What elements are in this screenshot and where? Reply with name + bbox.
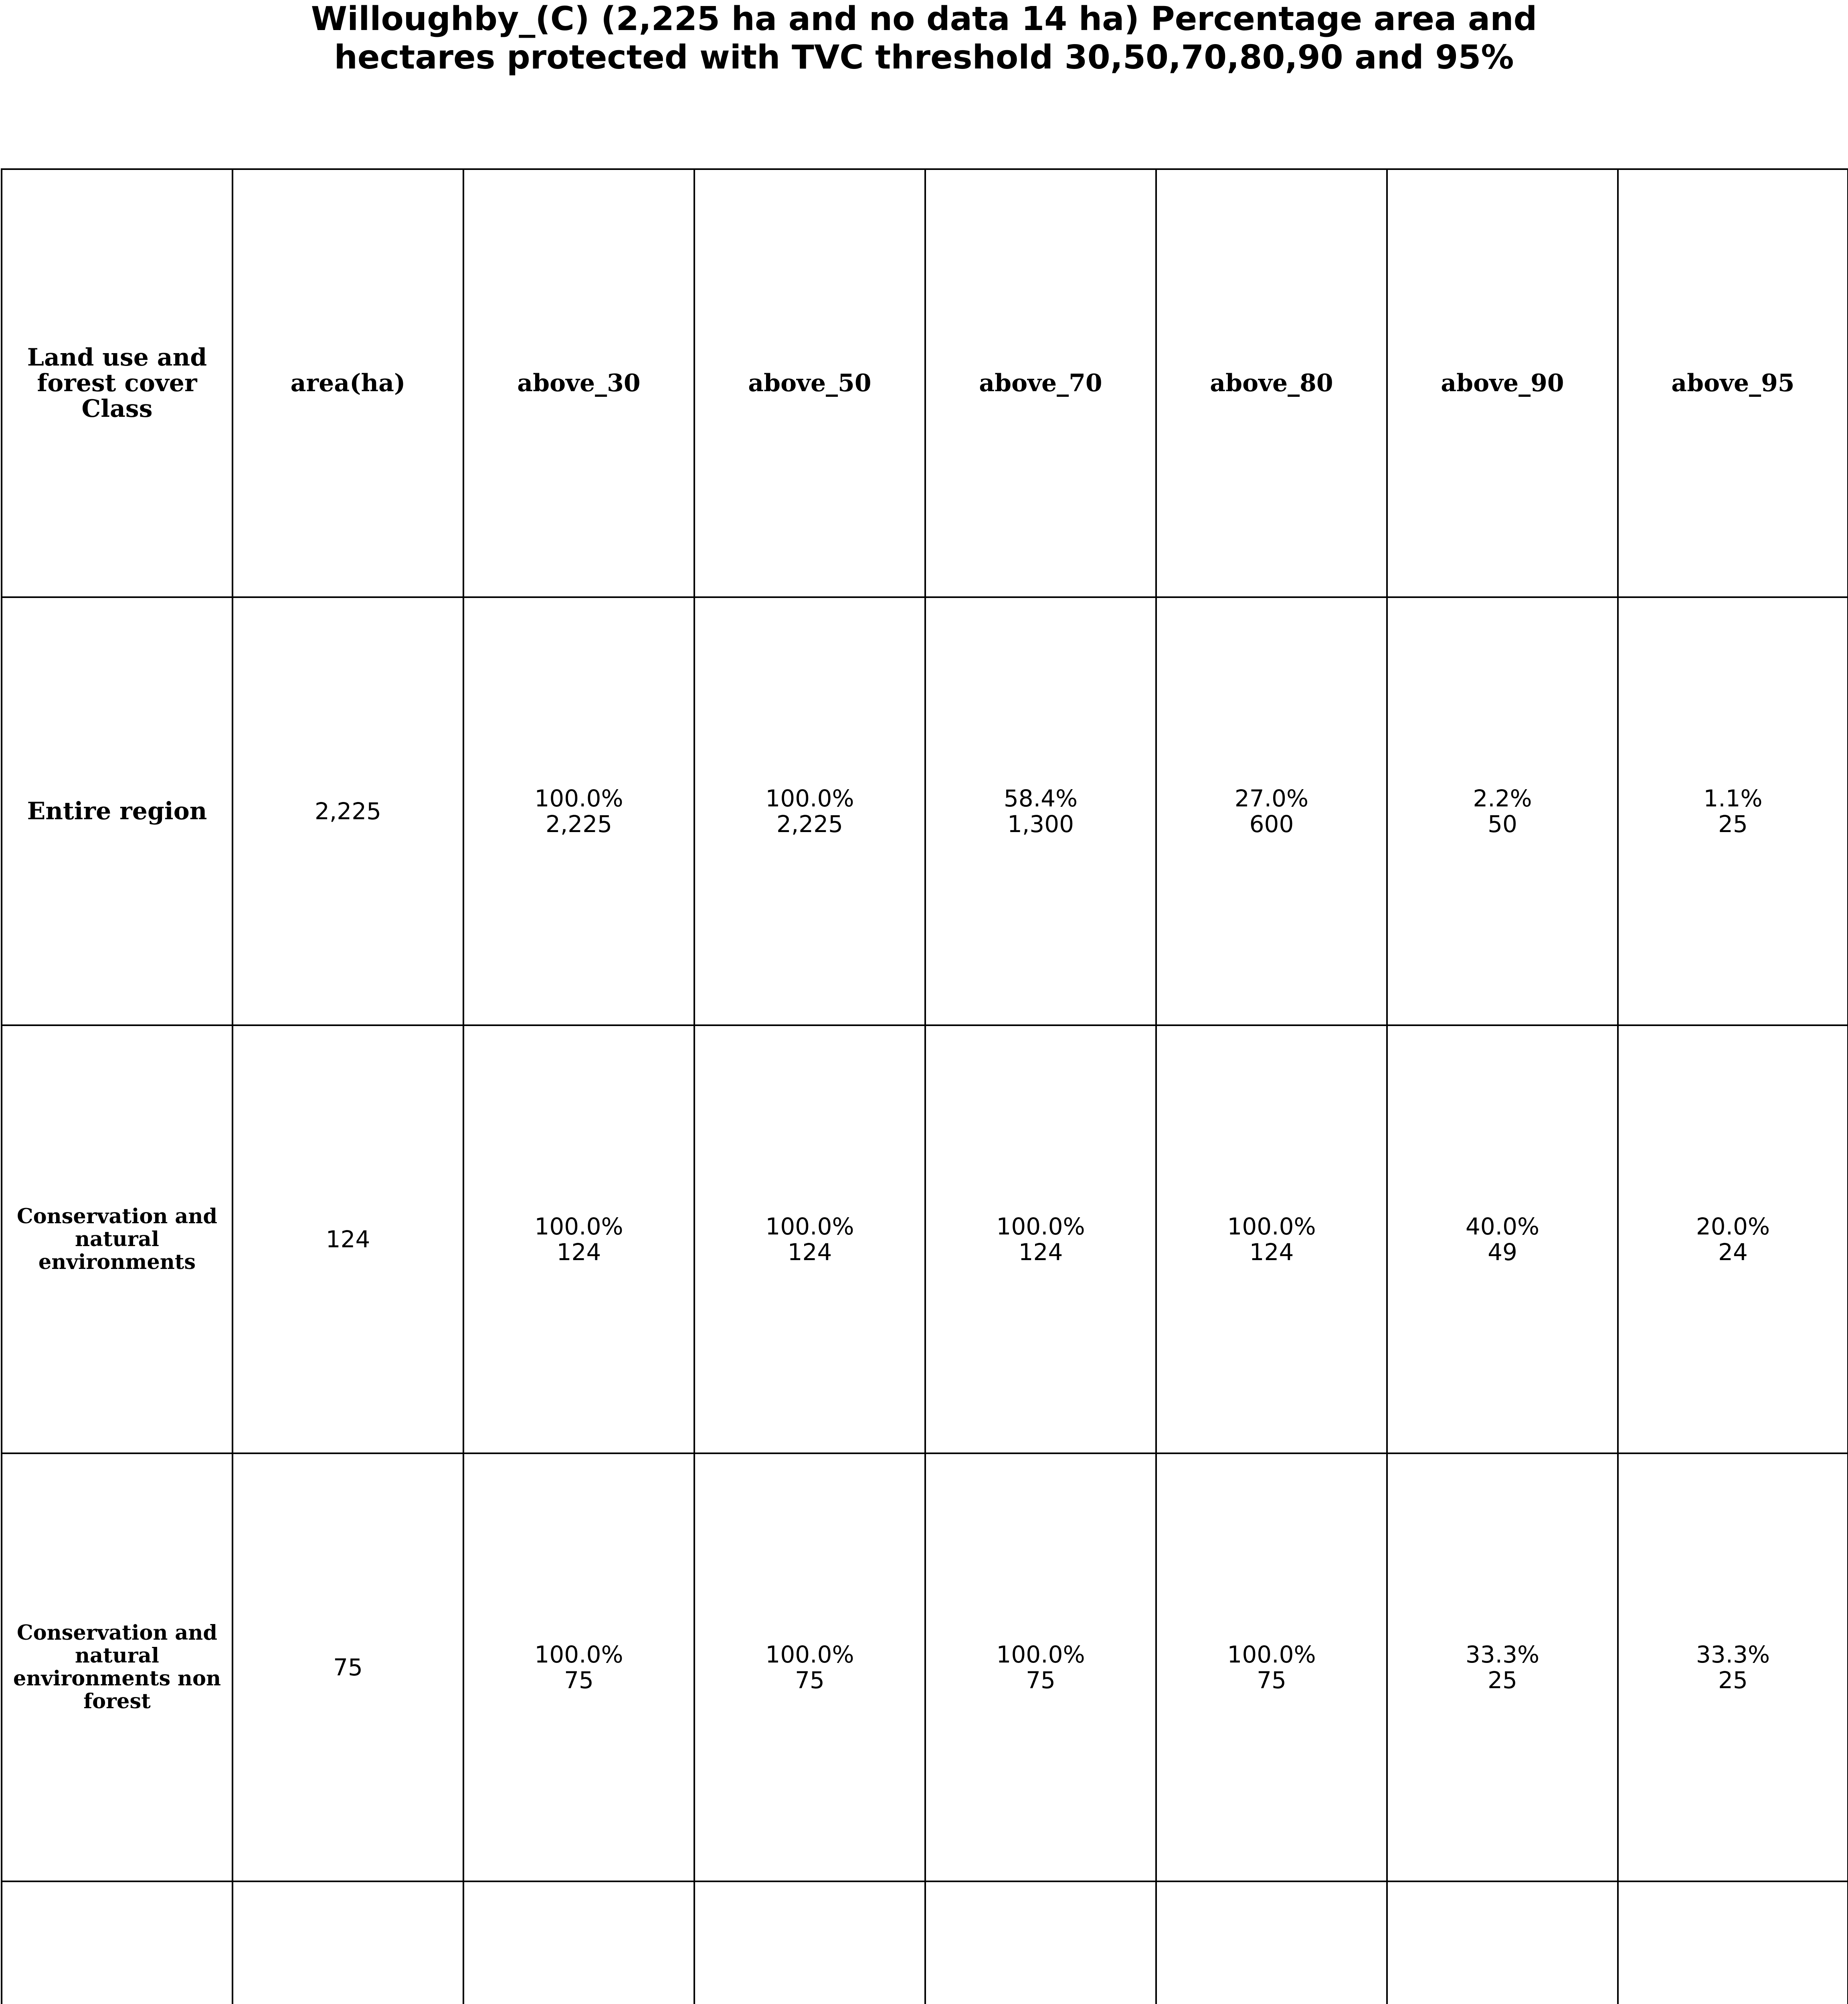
table-row [2, 597, 1848, 1025]
threshold-cell [694, 1453, 925, 1881]
threshold-cell [694, 1881, 925, 2004]
threshold-cell [463, 1453, 694, 1881]
threshold-cell [1618, 1881, 1848, 2004]
threshold-cell [1387, 1453, 1618, 1881]
hectare-value: 50 [1488, 810, 1517, 838]
results-table [1, 168, 1848, 2004]
percent-value: 100.0% [996, 1213, 1085, 1240]
hectare-value: 2,225 [545, 810, 613, 838]
threshold-cell [1156, 1453, 1387, 1881]
column-header: Land use and forest cover Class [2, 169, 233, 597]
hectare-value: 124 [1249, 1238, 1294, 1266]
percent-value: 100.0% [765, 1213, 854, 1240]
column-header: above_80 [1156, 169, 1387, 597]
percent-value: 1.1% [1703, 785, 1763, 812]
row-label [2, 1881, 233, 2004]
column-header: area(ha) [233, 169, 463, 597]
hectare-value: 25 [1718, 1667, 1748, 1694]
area-cell: 75 [233, 1453, 463, 1881]
threshold-cell [1387, 597, 1618, 1025]
threshold-cell [1156, 1881, 1387, 2004]
column-header: above_90 [1387, 169, 1618, 597]
column-header: above_50 [694, 169, 925, 597]
hectare-value: 2,225 [776, 810, 843, 838]
threshold-cell [1387, 1025, 1618, 1453]
percent-value: 100.0% [765, 1641, 854, 1668]
hectare-value: 75 [564, 1667, 594, 1694]
hectare-value: 75 [795, 1667, 825, 1694]
percent-value: 40.0% [1465, 1213, 1540, 1240]
title-line-1: Willoughby_(C) (2,225 ha and no data 14 ha) Percentage area and [311, 0, 1537, 38]
percent-value: 100.0% [1227, 1641, 1316, 1668]
threshold-cell [925, 1453, 1156, 1881]
area-cell [233, 1881, 463, 2004]
percent-value: 33.3% [1696, 1641, 1770, 1668]
table-row [2, 1025, 1848, 1453]
percent-value: 27.0% [1234, 785, 1309, 812]
table-body [2, 169, 1848, 2004]
threshold-cell [1618, 1453, 1848, 1881]
threshold-cell [463, 1881, 694, 2004]
percent-value: 58.4% [1003, 785, 1078, 812]
header-row [2, 169, 1848, 597]
threshold-cell [1618, 597, 1848, 1025]
hectare-value: 75 [1026, 1667, 1055, 1694]
threshold-cell [694, 1025, 925, 1453]
row-label: Conservation and natural environments [2, 1025, 233, 1453]
hectare-value: 24 [1718, 1238, 1748, 1266]
threshold-cell [925, 1025, 1156, 1453]
percent-value: 33.3% [1465, 1641, 1540, 1668]
threshold-cell [463, 597, 694, 1025]
row-label: Entire region [2, 597, 233, 1025]
hectare-value: 75 [1257, 1667, 1286, 1694]
hectare-value: 124 [556, 1238, 601, 1266]
hectare-value: 600 [1249, 810, 1294, 838]
threshold-cell [925, 597, 1156, 1025]
page-title [0, 0, 1848, 76]
hectare-value: 124 [787, 1238, 832, 1266]
area-cell: 2,225 [233, 597, 463, 1025]
percent-value: 100.0% [1227, 1213, 1316, 1240]
threshold-cell [1156, 1025, 1387, 1453]
percent-value: 2.2% [1473, 785, 1532, 812]
threshold-cell [1618, 1025, 1848, 1453]
threshold-cell [1156, 597, 1387, 1025]
row-label: Conservation and natural environments non forest [2, 1453, 233, 1881]
hectare-value: 49 [1488, 1238, 1517, 1266]
percent-value: 20.0% [1696, 1213, 1770, 1240]
threshold-cell [925, 1881, 1156, 2004]
percent-value: 100.0% [534, 1641, 623, 1668]
title-line-2: hectares protected with TVC threshold 30,50,70,80,90 and 95% [334, 38, 1514, 77]
percent-value: 100.0% [534, 785, 623, 812]
percent-value: 100.0% [534, 1213, 623, 1240]
table-row [2, 1453, 1848, 1881]
hectare-value: 25 [1718, 810, 1748, 838]
percent-value: 100.0% [996, 1641, 1085, 1668]
table-row [2, 1881, 1848, 2004]
column-header: above_70 [925, 169, 1156, 597]
hectare-value: 124 [1018, 1238, 1063, 1266]
threshold-cell [694, 597, 925, 1025]
threshold-cell [1387, 1881, 1618, 2004]
hectare-value: 1,300 [1007, 810, 1074, 838]
hectare-value: 25 [1488, 1667, 1517, 1694]
column-header: above_30 [463, 169, 694, 597]
area-cell: 124 [233, 1025, 463, 1453]
percent-value: 100.0% [765, 785, 854, 812]
column-header: above_95 [1618, 169, 1848, 597]
threshold-cell [463, 1025, 694, 1453]
